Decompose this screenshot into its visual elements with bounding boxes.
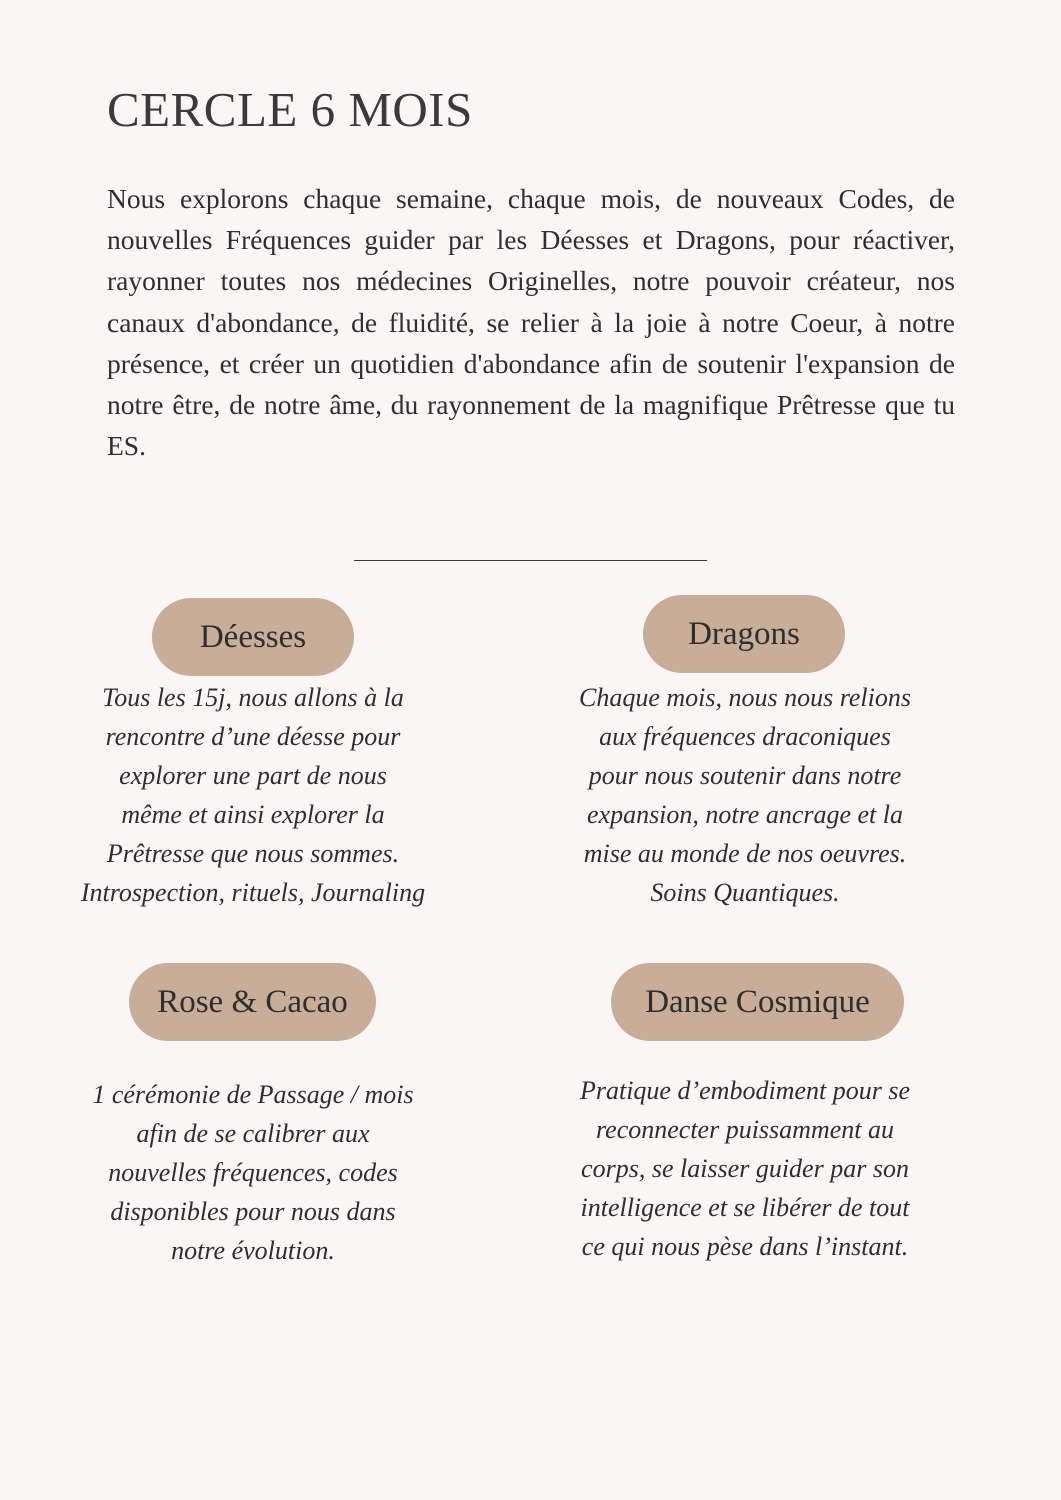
intro-paragraph: Nous explorons chaque semaine, chaque mois, de nouveaux Codes, de nouvelles Fréquences guider par les Déesses et Dragons, pour réactiver, rayonner toutes nos médecines Originelles, notre pouvoir créateur, nos canaux d'abondance, de fluidité, se relier à la joie à notre Coeur, à notre présence, et créer un quotidien d'abondance afin de soutenir l'expansion de notre être, de notre âme, du rayonnement de la magnifique Prêtresse que tu ES. [107, 183, 955, 462]
description-line: reconnecter puissamment au [596, 1115, 894, 1144]
description-line: rencontre d’une déesse pour [105, 722, 401, 751]
danse-cosmique-description [540, 1071, 950, 1266]
description-line: pour nous soutenir dans notre [588, 761, 902, 790]
description-line: nouvelles fréquences, codes [108, 1158, 398, 1187]
description-line: Prêtresse que nous sommes. [106, 839, 400, 868]
deesses-description [50, 678, 456, 912]
description-line: intelligence et se libérer de tout [580, 1193, 910, 1222]
description-line: 1 cérémonie de Passage / mois [92, 1080, 414, 1109]
rose-cacao-description [50, 1075, 456, 1270]
section-divider [354, 560, 707, 561]
description-line: explorer une part de nous [119, 761, 387, 790]
description-line: expansion, notre ancrage et la [586, 800, 904, 829]
deesses-pill: Déesses [152, 598, 354, 676]
description-line: ce qui nous pèse dans l’instant. [581, 1232, 909, 1261]
description-line: Tous les 15j, nous allons à la [102, 683, 404, 712]
dragons-description [540, 678, 950, 912]
description-line: Introspection, rituels, Journaling [80, 878, 426, 907]
description-line: Chaque mois, nous nous relions [579, 683, 911, 712]
description-line: mise au monde de nos oeuvres. [583, 839, 907, 868]
danse-cosmique-pill: Danse Cosmique [611, 963, 904, 1041]
description-line: aux fréquences draconiques [599, 722, 891, 751]
page-title: CERCLE 6 MOIS [107, 82, 473, 137]
description-line: notre évolution. [171, 1236, 335, 1265]
description-line: disponibles pour nous dans [110, 1197, 396, 1226]
rose-cacao-pill: Rose & Cacao [129, 963, 376, 1041]
dragons-pill: Dragons [643, 595, 845, 673]
description-line: afin de se calibrer aux [136, 1119, 370, 1148]
description-line: Pratique d’embodiment pour se [579, 1076, 910, 1105]
description-line: Soins Quantiques. [650, 878, 840, 907]
description-line: même et ainsi explorer la [121, 800, 385, 829]
description-line: corps, se laisser guider par son [581, 1154, 909, 1183]
